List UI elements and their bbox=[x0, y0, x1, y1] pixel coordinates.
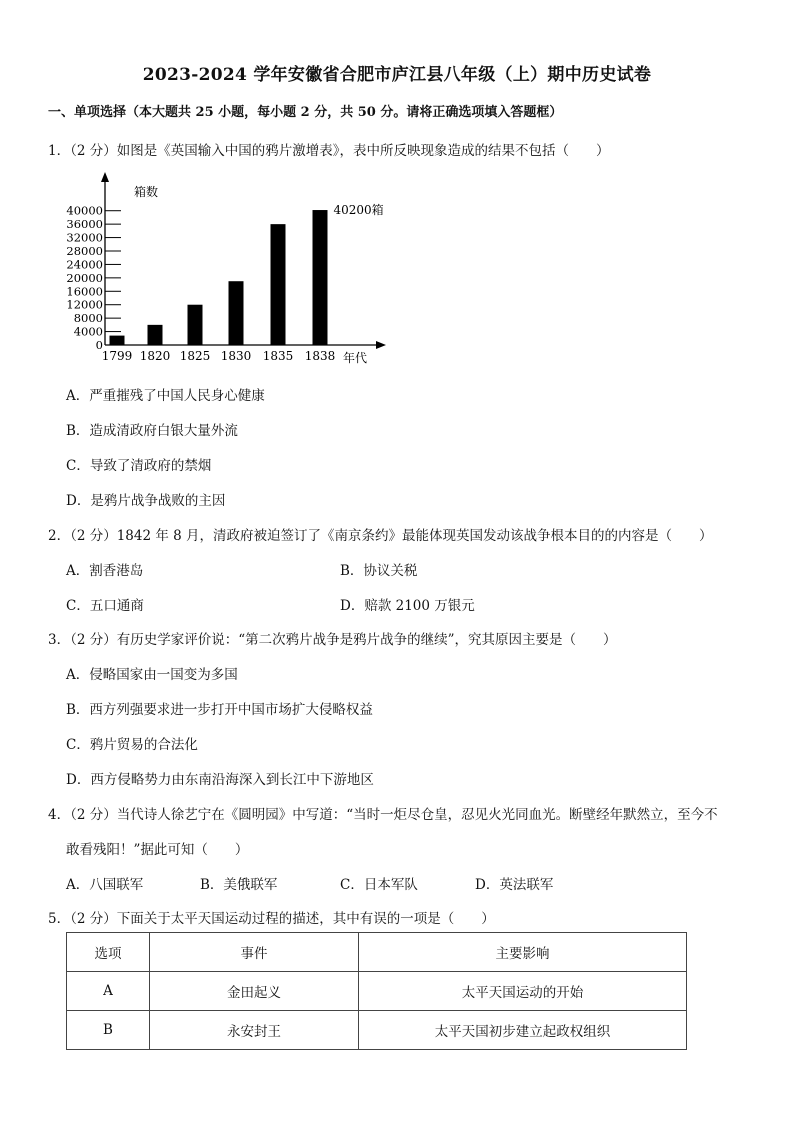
bar bbox=[229, 281, 244, 345]
table-header-cell: 事件 bbox=[150, 933, 359, 972]
x-tick-label: 1838 bbox=[304, 349, 336, 363]
y-tick-label: 36000 bbox=[66, 217, 103, 232]
y-tick-label: 20000 bbox=[66, 270, 103, 285]
table-cell: 太平天国运动的开始 bbox=[359, 972, 687, 1011]
question-2-option-d: D．赔款 2100 万银元 bbox=[340, 598, 475, 614]
x-tick-label: 1830 bbox=[220, 349, 252, 363]
y-axis-arrow bbox=[101, 172, 109, 182]
question-5-stem: 5．（2 分）下面关于太平天国运动过程的描述，其中有误的一项是（ ） bbox=[48, 911, 495, 927]
y-tick-label: 0 bbox=[95, 338, 103, 352]
x-tick-label: 1799 bbox=[101, 349, 133, 363]
question-4-option-c: C．日本军队 bbox=[340, 877, 418, 893]
x-tick-label: 1835 bbox=[262, 349, 294, 363]
bar-annotation: 40200箱 bbox=[333, 203, 384, 218]
table-row bbox=[67, 1011, 687, 1050]
question-2-option-c: C．五口通商 bbox=[66, 598, 144, 614]
table-row bbox=[67, 972, 687, 1011]
question-4-option-a: A．八国联军 bbox=[66, 877, 144, 893]
question-1-option-c: C．导致了清政府的禁烟 bbox=[66, 458, 212, 474]
question-2-option-b: B．协议关税 bbox=[340, 563, 418, 579]
question-4-stem-line-2: 敢看残阳！”据此可知（ ） bbox=[66, 842, 249, 858]
bar bbox=[110, 336, 125, 345]
question-4-option-b: B．美俄联军 bbox=[200, 877, 278, 893]
bar bbox=[271, 224, 286, 345]
y-tick-label: 12000 bbox=[66, 297, 103, 312]
table-cell: 太平天国初步建立起政权组织 bbox=[359, 1011, 687, 1050]
exam-title: 2023-2024 学年安徽省合肥市庐江县八年级（上）期中历史试卷 bbox=[142, 65, 652, 85]
question-3-option-d: D．西方侵略势力由东南沿海深入到长江中下游地区 bbox=[66, 772, 374, 788]
question-5-table bbox=[66, 932, 687, 1050]
section-heading: 一、单项选择（本大题共 25 小题，每小题 2 分，共 50 分。请将正确选项填入答题框） bbox=[48, 105, 563, 120]
x-tick-label: 1825 bbox=[179, 349, 211, 363]
question-1-option-a: A．严重摧残了中国人民身心健康 bbox=[66, 388, 265, 404]
question-1-option-b: B．造成清政府白银大量外流 bbox=[66, 423, 238, 439]
bar bbox=[148, 325, 163, 345]
bar bbox=[313, 210, 328, 345]
question-1-stem: 1．（2 分）如图是《英国输入中国的鸦片激增表》，表中所反映现象造成的结果不包括（ ） bbox=[48, 143, 610, 159]
table-header-cell: 主要影响 bbox=[359, 933, 687, 972]
table-cell: 永安封王 bbox=[150, 1011, 359, 1050]
bar bbox=[188, 305, 203, 345]
question-4-stem-line-1: 4．（2 分）当代诗人徐艺宁在《圆明园》中写道：“当时一炬尽仓皇，忍见火光同血光。断壁经年默然立，至今不 bbox=[48, 807, 718, 823]
table-header-cell: 选项 bbox=[67, 933, 150, 972]
question-3-option-b: B．西方列强要求进一步打开中国市场扩大侵略权益 bbox=[66, 702, 373, 718]
y-tick-label: 40000 bbox=[66, 203, 103, 218]
x-axis-arrow bbox=[376, 341, 386, 349]
chart-plot-area bbox=[66, 172, 386, 365]
y-tick-label: 8000 bbox=[73, 311, 103, 326]
question-2-stem: 2．（2 分）1842 年 8 月，清政府被迫签订了《南京条约》最能体现英国发动该战争根本目的的内容是（ ） bbox=[48, 528, 713, 544]
question-3-option-a: A．侵略国家由一国变为多国 bbox=[66, 667, 238, 683]
question-1-option-d: D．是鸦片战争战败的主因 bbox=[66, 493, 226, 509]
question-4-option-d: D．英法联军 bbox=[475, 877, 554, 893]
question-2-option-a: A．割香港岛 bbox=[66, 563, 144, 579]
question-3-option-c: C．鸦片贸易的合法化 bbox=[66, 737, 198, 753]
y-tick-label: 24000 bbox=[66, 257, 103, 272]
y-tick-label: 16000 bbox=[66, 284, 103, 299]
question-3-stem: 3．（2 分）有历史学家评价说：“第二次鸦片战争是鸦片战争的继续”，究其原因主要是（ ） bbox=[48, 632, 617, 648]
table-cell: A bbox=[67, 972, 150, 1011]
y-tick-label: 32000 bbox=[66, 230, 103, 245]
table-cell: 金田起义 bbox=[150, 972, 359, 1011]
y-tick-label: 4000 bbox=[73, 324, 103, 339]
y-axis-label: 箱数 bbox=[134, 185, 159, 199]
table-header-row bbox=[67, 933, 687, 972]
x-tick-label: 1820 bbox=[139, 349, 171, 363]
table-cell: B bbox=[67, 1011, 150, 1050]
y-tick-label: 28000 bbox=[66, 244, 103, 258]
x-axis-label: 年代 bbox=[343, 351, 368, 365]
opium-import-chart bbox=[60, 168, 390, 373]
